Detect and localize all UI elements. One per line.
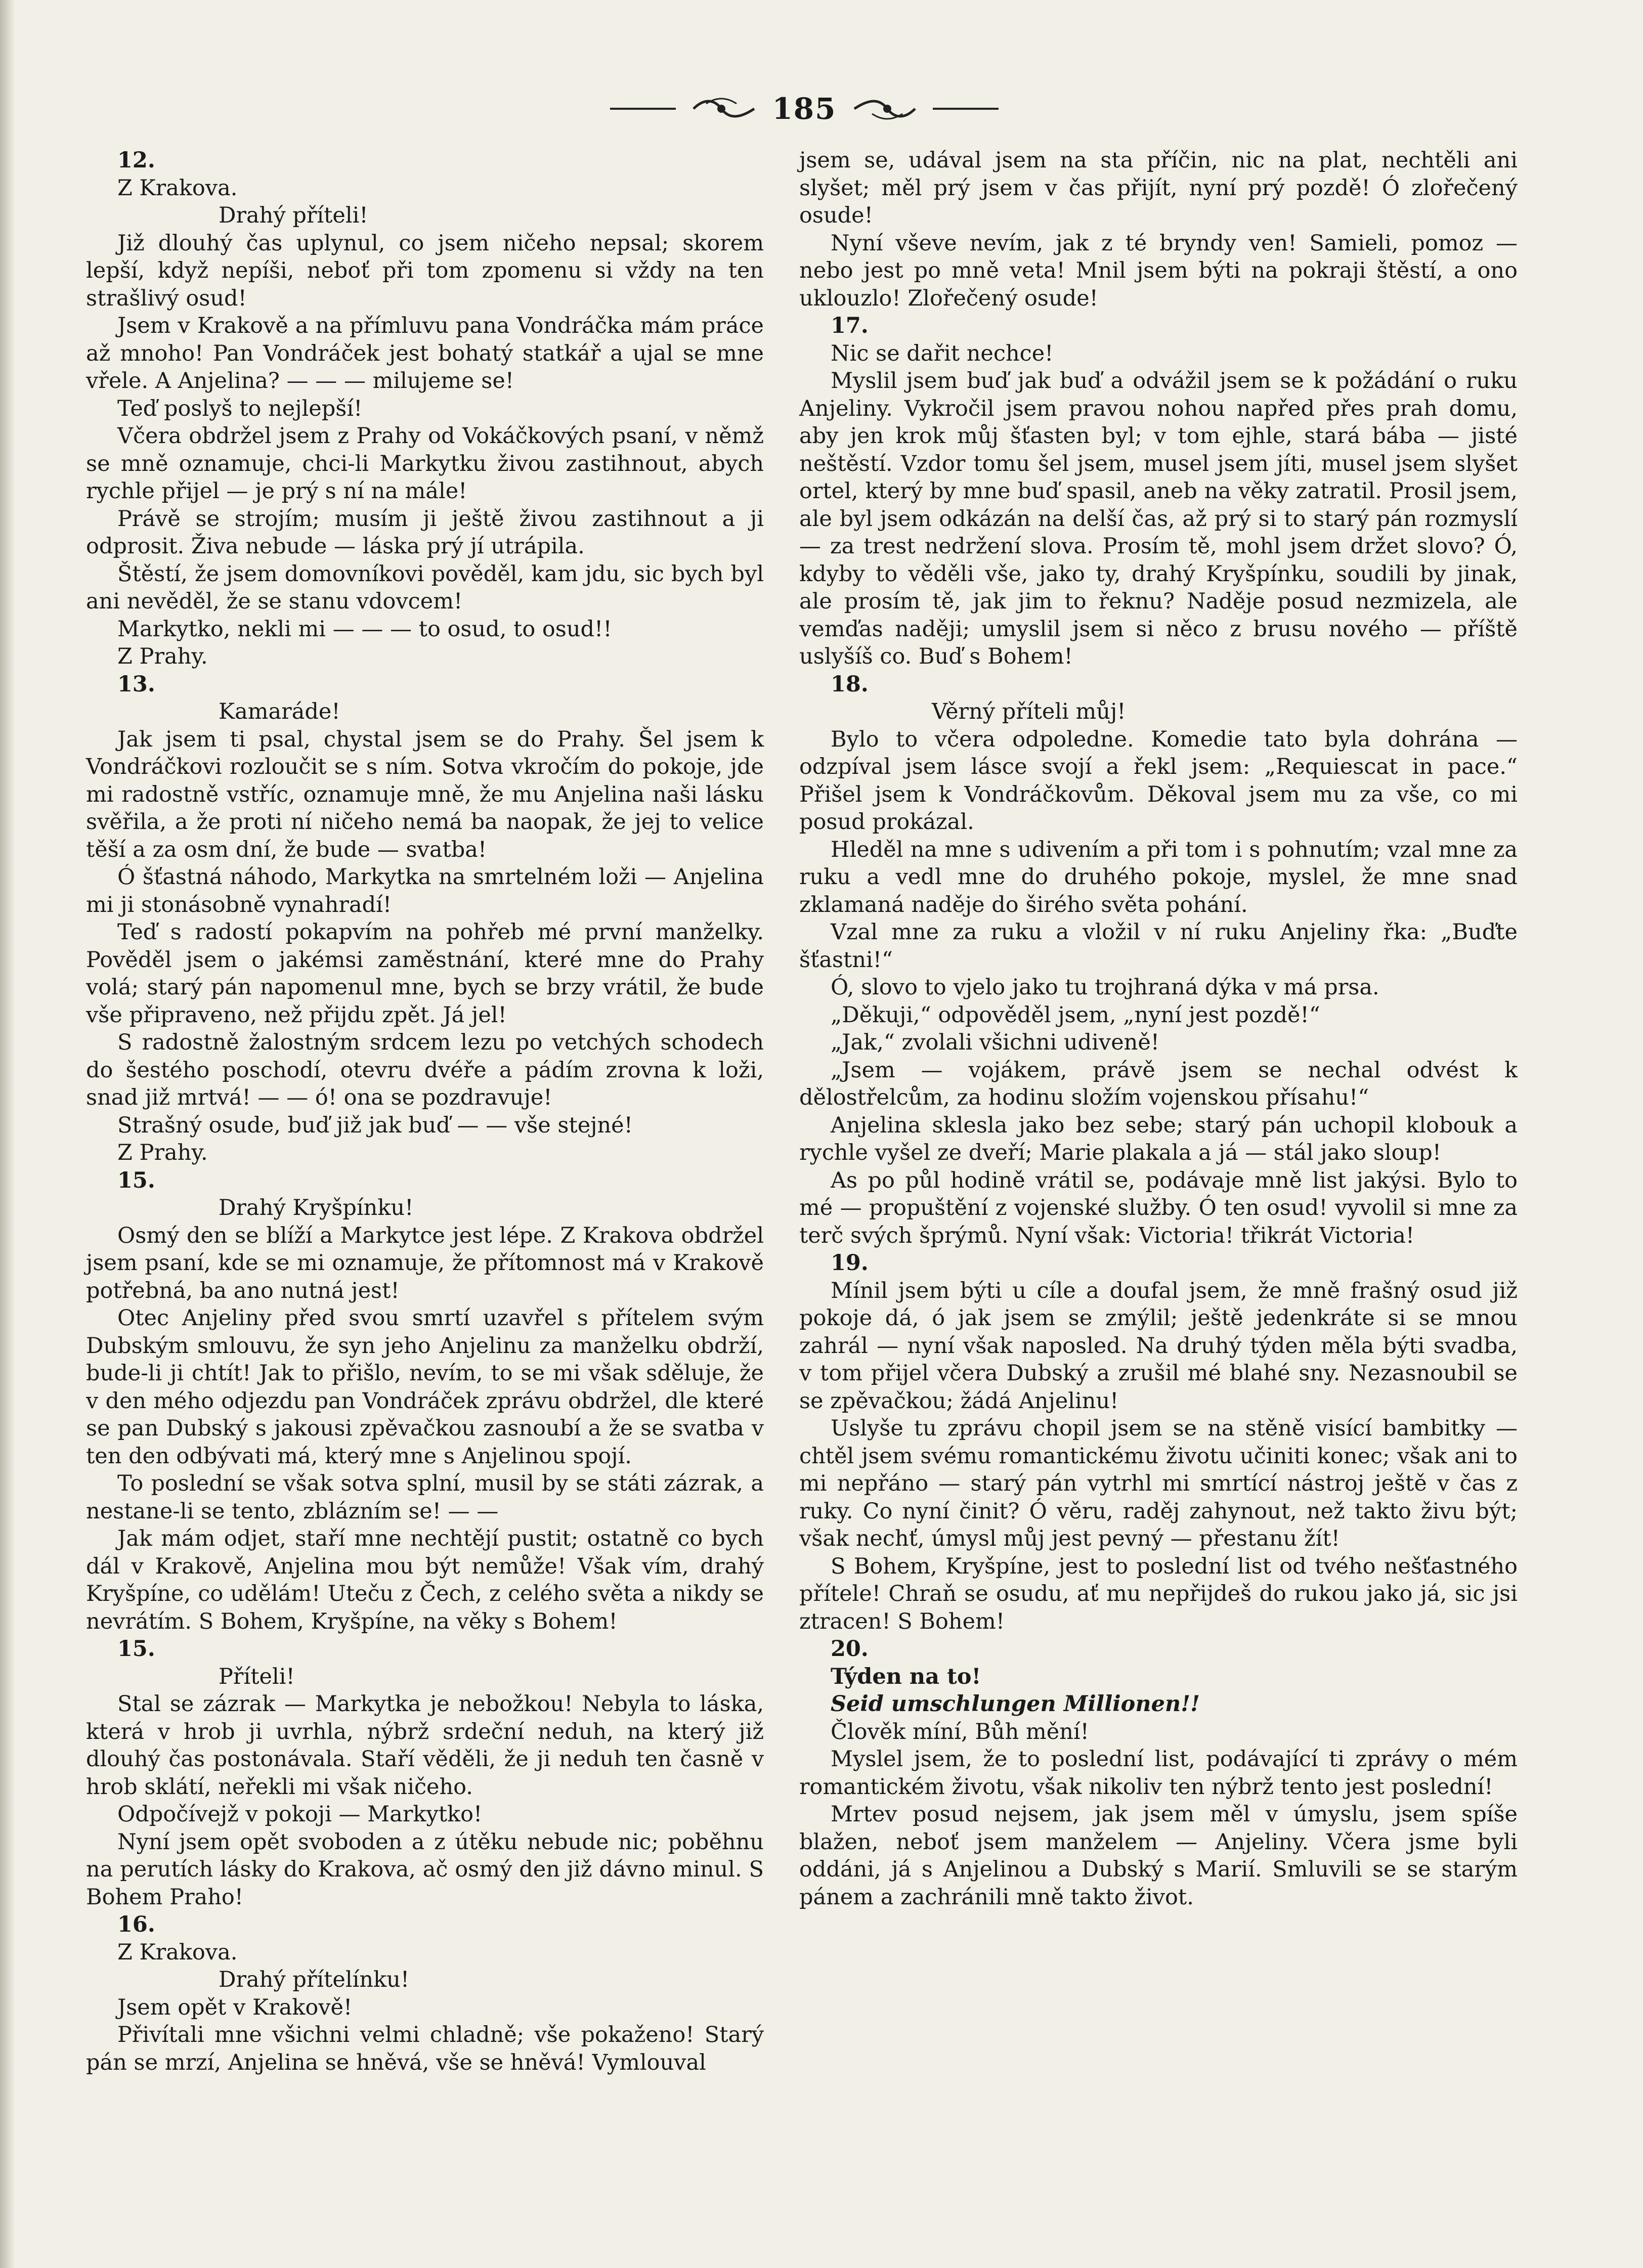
- salutation: Drahý přítelínku!: [219, 1967, 410, 1992]
- letter-number: 16.: [117, 1912, 155, 1937]
- paragraph: Myslel jsem, že to poslední list, podávající ti zprávy o mém romantickém životu, však nikoliv ten nýbrž tento jest poslední!: [799, 1747, 1518, 1800]
- letter-number: 20.: [831, 1636, 869, 1662]
- paragraph: Ó, slovo to vjelo jako tu trojhraná dýka v má prsa.: [831, 975, 1379, 1000]
- paragraph: „Děkuji,“ odpověděl jsem, „nyní jest pozdě!“: [831, 1002, 1320, 1028]
- paragraph: Mrtev posud nejsem, jak jsem měl v úmyslu, jsem spíše blažen, neboť jsem manželem — Anjeliny. Včera jsme byli oddáni, já s Anjelinou a Dubský s Marií. Smluvili se se starým pánem a zachránili mně takto život.: [799, 1802, 1518, 1910]
- page-edge-shadow: [0, 0, 15, 2268]
- paragraph: Nyní jsem opět svoboden a z útěku nebude nic; poběhnu na perutích lásky do Krakova, ač osmý den již dávno minul. S Bohem Praho!: [86, 1829, 764, 1910]
- section-heading: Týden na to!: [831, 1664, 981, 1689]
- paragraph: Osmý den se blíží a Markytce jest lépe. Z Krakova obdržel jsem psaní, kde se mi oznamuje, že přítomnost má v Krakově potřebná, ba ano nutná jest!: [86, 1223, 764, 1303]
- paragraph: Otec Anjeliny před svou smrtí uzavřel s přítelem svým Dubským smlouvu, že syn jeho Anjelinu za manželku obdrží, bude-li ji chtít! Jak to přišlo, nevím, to se mi však sděluje, že v den mého odjezdu pan Vondráček zprávu obdržel, dle které se pan Dubský s jakousi zpěvačkou zasnoubí a že se svatba v ten den odbývati má, který mne s Anjelinou spojí.: [86, 1305, 764, 1469]
- letter-number: 15.: [117, 1636, 155, 1662]
- paragraph: Teď poslyš to nejlepší!: [117, 396, 363, 421]
- salutation: Věrný příteli můj!: [932, 699, 1126, 724]
- ornament-right-icon: [852, 96, 918, 121]
- letter-number: 12.: [117, 148, 155, 173]
- paragraph: Jsem v Krakově a na přímluvu pana Vondráčka mám práce až mnoho! Pan Vondráček jest bohatý statkář a ujal se mne vřele. A Anjelina? — — — milujeme se!: [86, 313, 764, 394]
- letter-number: 15.: [117, 1167, 155, 1193]
- salutation: Kamaráde!: [219, 699, 340, 724]
- ornament-left-icon: [691, 96, 757, 121]
- salutation: Příteli!: [219, 1664, 295, 1689]
- paragraph: „Jak,“ zvolali všichni udiveně!: [831, 1030, 1160, 1055]
- paragraph: Markytko, nekli mi — — — to osud, to osud!!: [117, 616, 612, 642]
- left-column: [86, 147, 764, 2076]
- paragraph: Hleděl na mne s udivením a při tom i s pohnutím; vzal mne za ruku a vedl mne do druhého pokoje, myslel, že mne snad zklamaná naděje do širého světa pohání.: [799, 837, 1518, 918]
- paragraph: Včera obdržel jsem z Prahy od Vokáčkových psaní, v němž se mně oznamuje, chci-li Markytku živou zastihnout, abych rychle přijel — je prý s ní na mále!: [86, 423, 764, 504]
- paragraph: To poslední se však sotva splní, musil by se státi zázrak, a nestane-li se tento, zblázním se! — —: [86, 1471, 764, 1524]
- paragraph: Štěstí, že jsem domovníkovi pověděl, kam jdu, sic bych byl ani nevěděl, že se stanu vdovcem!: [86, 561, 764, 614]
- paragraph: Již dlouhý čas uplynul, co jsem ničeho nepsal; skorem lepší, když nepíši, neboť při tom zpomenu si vždy na ten strašlivý osud!: [86, 230, 764, 311]
- paragraph: „Jsem — vojákem, právě jsem se nechal odvést k dělostřelcům, za hodinu složím vojenskou přísahu!“: [799, 1057, 1518, 1110]
- paragraph: Strašný osude, buď již jak buď — — vše stejné!: [117, 1112, 633, 1138]
- paragraph: Ó šťastná náhodo, Markytka na smrtelném loži — Anjelina mi ji stonásobně vynahradí!: [86, 864, 764, 918]
- paragraph: Nic se dařit nechce!: [831, 340, 1054, 366]
- paragraph: Jak mám odjet, staří mne nechtějí pustit; ostatně co bych dál v Krakově, Anjelina mou být nemůže! Však vím, drahý Kryšpíne, co udělám! Uteču z Čech, z celého světa a nikdy se nevrátím. S Bohem, Kryšpíne, na věky s Bohem!: [86, 1526, 764, 1634]
- paragraph: Právě se strojím; musím ji ještě živou zastihnout a ji odprosit. Živa nebude — láska prý jí utrápila.: [86, 506, 764, 559]
- letter-number: 18.: [831, 671, 869, 697]
- paragraph: Bylo to včera odpoledne. Komedie tato byla dohrána — odzpíval jsem lásce svojí a řekl jsem: „Requiescat in pace.“ Přišel jsem k Vondráčkovům. Děkoval jsem mu za vše, co mi posud prokázal.: [799, 726, 1518, 835]
- letter-number: 17.: [831, 313, 869, 338]
- place-line: Z Krakova.: [117, 1939, 238, 1965]
- paragraph: Mínil jsem býti u cíle a doufal jsem, že mně frašný osud již pokoje dá, ó jak jsem se zmýlil; ještě jedenkráte si se mnou zahrál — nyní však naposled. Na druhý týden měla býti svadba, v tom přijel včera Dubský a zrušil mé blahé sny. Nezasnoubil se se zpěvačkou; žádá Anjelinu!: [799, 1278, 1518, 1414]
- paragraph: S radostně žalostným srdcem lezu po vetchých schodech do šestého poschodí, otevru dvéře a pádím zrovna k loži, snad již mrtvá! — — ó! ona se pozdravuje!: [86, 1030, 764, 1110]
- right-column: [799, 147, 1518, 1911]
- paragraph: Odpočívejž v pokoji — Markytko!: [117, 1802, 483, 1827]
- paragraph: Anjelina sklesla jako bez sebe; starý pán uchopil klobouk a rychle vyšel ze dveří; Marie plakala a já — stál jako sloup!: [799, 1112, 1518, 1165]
- paragraph: Jak jsem ti psal, chystal jsem se do Prahy. Šel jsem k Vondráčkovi rozloučit se s ním. Sotva vkročím do pokoje, jde mi radostně vstříc, oznamuje mně, že mu Anjelina naši lásku svěřila, a že proti ní ničeho nemá ba naopak, že jej to velice těší a za osm dní, že bude — svatba!: [86, 726, 764, 862]
- german-quote: Seid umschlungen Millionen!!: [831, 1691, 1200, 1717]
- header-rule-right: [933, 108, 999, 110]
- paragraph: jsem se, udával jsem na sta příčin, nic na plat, nechtěli ani slyšet; měl prý jsem v čas přijít, nyní prý pozdě! Ó zlořečený osude!: [799, 148, 1518, 228]
- place-line: Z Prahy.: [117, 644, 208, 669]
- paragraph: Přivítali mne všichni velmi chladně; vše pokaženo! Starý pán se mrzí, Anjelina se hněvá, vše se hněvá! Vymlouval: [86, 2022, 764, 2075]
- paragraph: Vzal mne za ruku a vložil v ní ruku Anjeliny řka: „Buďte šťastni!“: [799, 920, 1518, 973]
- salutation: Drahý příteli!: [219, 203, 368, 228]
- place-line: Z Krakova.: [117, 175, 238, 201]
- page-number: 185: [772, 92, 837, 126]
- paragraph: Teď s radostí pokapvím na pohřeb mé první manželky. Pověděl jsem o jakémsi zaměstnání, které mne do Prahy volá; starý pán napomenul mne, bych se brzy vrátil, že bude vše připraveno, než přijdu zpět. Já jel!: [86, 920, 764, 1028]
- place-line: Z Prahy.: [117, 1140, 208, 1165]
- paragraph: S Bohem, Kryšpíne, jest to poslední list od tvého nešťastného přítele! Chraň se osudu, ať mu nepřijdeš do rukou jako já, sic jsi ztracen! S Bohem!: [799, 1553, 1518, 1634]
- paragraph: Jsem opět v Krakově!: [117, 1994, 353, 2020]
- paragraph: Člověk míní, Bůh mění!: [831, 1719, 1089, 1744]
- header-rule-left: [610, 108, 676, 110]
- paragraph: Nyní vševe nevím, jak z té bryndy ven! Samieli, pomoz — nebo jest po mně veta! Mnil jsem býti na pokraji štěstí, a ono uklouzlo! Zlořečený osude!: [799, 230, 1518, 311]
- paragraph: Stal se zázrak — Markytka je nebožkou! Nebyla to láska, která v hrob ji uvrhla, nýbrž srdeční neduh, na který již dlouhý čas postonávala. Staří věděli, že ji neduh ten časně v hrob sklátí, neřekli mi však ničeho.: [86, 1691, 764, 1800]
- page-header: [577, 81, 1032, 137]
- paragraph: Myslil jsem buď jak buď a odvážil jsem se k požádání o ruku Anjeliny. Vykročil jsem pravou nohou napřed přes prah domu, aby jen krok můj šťasten byl; v tom ejhle, stará bába — jisté neštěstí. Vzdor tomu šel jsem, musel jsem jíti, musel jsem slyšet ortel, který by mne buď spasil, aneb na věky zatratil. Prosil jsem, ale byl jsem odkázán na delší čas, až prý si to starý pán rozmyslí — za trest nedržení slova. Prosím tě, mohl jsem držet slovo? Ó, kdyby to věděli vše, jako ty, drahý Kryšpínku, soudili by jinak, ale prosím tě, jak jim to řeknu? Naděje posud nezmizela, ale vemďas naději; umyslil jsem si něco z brusu nového — příště uslyšíš co. Buď s Bohem!: [799, 368, 1518, 669]
- salutation: Drahý Kryšpínku!: [219, 1195, 414, 1220]
- letter-number: 13.: [117, 671, 155, 697]
- paragraph: Uslyše tu zprávu chopil jsem se na stěně visící bambitky — chtěl jsem svému romantickému životu učiniti konec; však ani to mi nepřáno — starý pán vytrhl mi smrtící nástroj ještě v čas z ruky. Co nyní činit? Ó věru, raděj zahynout, než takto živu být; však nechť, úmysl můj jest pevný — přestanu žít!: [799, 1416, 1518, 1551]
- letter-number: 19.: [831, 1250, 869, 1276]
- paragraph: As po půl hodině vrátil se, podávaje mně list jakýsi. Bylo to mé — propuštění z vojenské služby. Ó ten osud! vyvolil si mne za terč svých šprýmů. Nyní však: Victoria! třikrát Victoria!: [799, 1167, 1518, 1248]
